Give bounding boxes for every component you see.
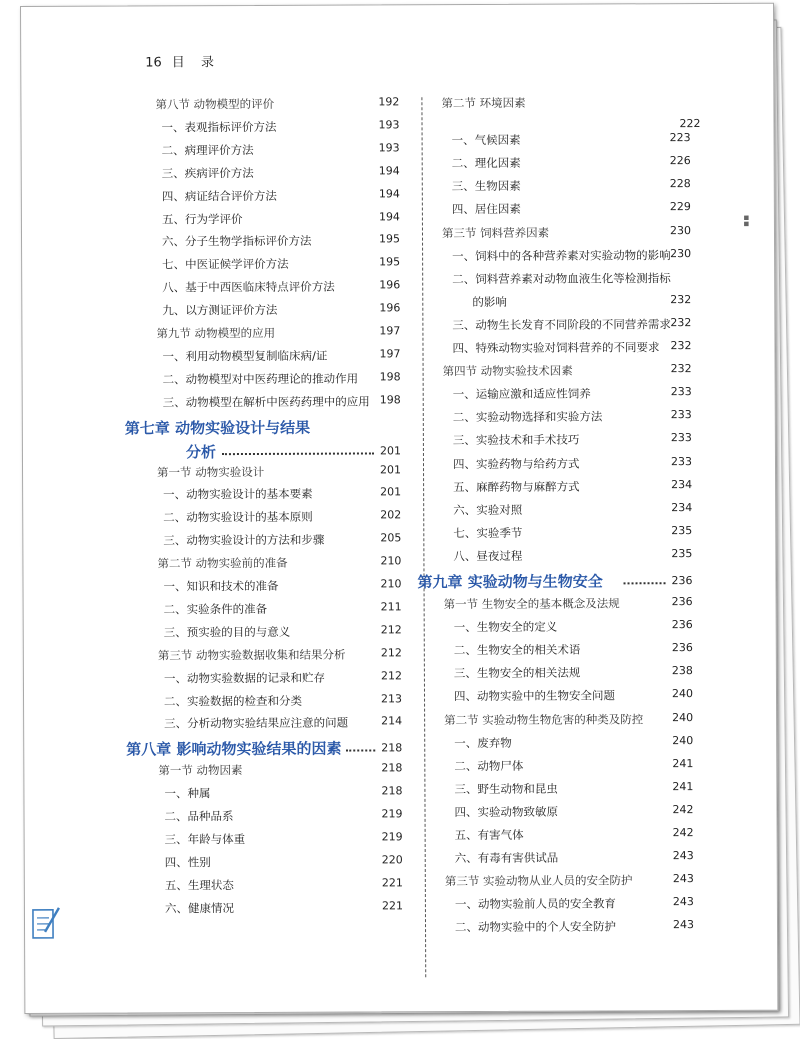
entry-title: 第四节 动物实验技术因素 [443, 363, 573, 380]
entry-title: 六、分子生物学指标评价方法 [162, 233, 312, 250]
page-number: 232 [671, 362, 692, 375]
entry-title: 第二节 环境因素 [441, 95, 525, 111]
entry-title: 四、特殊动物实验对饲料营养的不同要求 [452, 339, 659, 356]
entry-title: 四、动物实验中的生物安全问题 [454, 688, 615, 705]
page-number: 234 [671, 501, 692, 514]
page-number: 226 [670, 154, 691, 167]
page-number: 241 [672, 780, 693, 793]
entry-title: 二、实验数据的检查和分类 [164, 692, 302, 709]
entry-title: 一、种属 [164, 785, 210, 801]
entry-title: 一、运输应激和适应性饲养 [453, 386, 591, 403]
left-column [21, 4, 773, 7]
page-number: 219 [382, 830, 403, 843]
page-number: 194 [379, 210, 400, 223]
page-number: 243 [673, 918, 694, 931]
entry-title: 八、昼夜过程 [453, 548, 522, 564]
page-number: 193 [379, 141, 400, 154]
entry-title: 一、利用动物模型复制临床病/证 [162, 348, 327, 365]
page-number: 219 [382, 807, 403, 820]
page-number: 230 [670, 224, 691, 237]
entry-title: 第八节 动物模型的评价 [155, 96, 274, 113]
page-number: 197 [379, 347, 400, 360]
page-number: 242 [672, 803, 693, 816]
entry-title: 九、以方测证评价方法 [162, 302, 277, 319]
entry-title: 四、实验动物致敏原 [454, 804, 558, 820]
page-number: 234 [671, 478, 692, 491]
page-number: 214 [381, 715, 402, 728]
entry-title: 二、动物实验中的个人安全防护 [455, 919, 616, 936]
entry-title: 的影响 [472, 294, 507, 310]
entry-title: 三、生物安全的相关法规 [454, 665, 581, 682]
entry-title: 第三节 实验动物从业人员的安全防护 [445, 873, 633, 890]
entry-title: 三、生物因素 [452, 178, 521, 194]
page-number: 235 [671, 547, 692, 560]
entry-title: 一、生物安全的定义 [454, 619, 558, 635]
page-number: 240 [672, 687, 693, 700]
entry-title: 一、动物实验前人员的安全教育 [455, 896, 616, 913]
entry-title: 三、实验技术和手术技巧 [453, 432, 580, 449]
entry-title: 五、有害气体 [455, 827, 524, 843]
page-number: 212 [381, 669, 402, 682]
page-number: 240 [672, 734, 693, 747]
entry-title: 八、基于中西医临床特点评价方法 [162, 279, 335, 296]
page-number: 220 [382, 853, 403, 866]
entry-title: 一、废弃物 [454, 734, 512, 750]
page-number: 218 [381, 785, 402, 798]
entry-title: 四、性别 [165, 854, 211, 870]
page-number: 230 [670, 247, 691, 260]
page-number: 195 [379, 256, 400, 269]
entry-title: 二、品种品系 [165, 808, 234, 824]
entry-title: 第一节 动物实验设计 [157, 463, 264, 479]
entry-title: 一、动物实验数据的记录和贮存 [164, 669, 325, 686]
page-number: 196 [379, 301, 400, 314]
entry-title: 第九章 实验动物与生物安全 [417, 570, 602, 592]
page-number: 194 [379, 164, 400, 177]
entry-title: 七、实验季节 [453, 525, 522, 541]
entry-title: 第三节 饲料营养因素 [442, 224, 549, 240]
notebook-pen-icon [31, 902, 61, 942]
entry-title: 六、有毒有害供试品 [455, 850, 559, 866]
entry-title: 二、饲料营养素对动物血液生化等检测指标 [452, 270, 671, 287]
page-header [145, 51, 220, 70]
page-number: 243 [673, 872, 694, 885]
entry-title: 二、病理评价方法 [162, 142, 254, 158]
toc-page [20, 3, 778, 1014]
page-number: 212 [381, 623, 402, 636]
entry-title: 六、健康情况 [165, 900, 234, 916]
side-mark-icon: ▪▪ [741, 215, 751, 227]
entry-title: 五、麻醉药物与麻醉方式 [453, 478, 580, 495]
page-number: 210 [380, 577, 401, 590]
entry-title: 二、实验条件的准备 [164, 601, 268, 617]
entry-title: 第一节 动物因素 [158, 762, 242, 778]
entry-title: 四、病证结合评价方法 [162, 187, 277, 204]
entry-title: 一、饲料中的各种营养素对实验动物的影响 [452, 247, 671, 264]
entry-title: 五、行为学评价 [162, 211, 243, 227]
entry-title: 六、实验对照 [453, 502, 522, 518]
entry-title: 二、生物安全的相关术语 [454, 642, 581, 659]
page-number: 16 [145, 55, 162, 70]
entry-title: 一、知识和技术的准备 [163, 578, 278, 595]
entry-title: 一、表观指标评价方法 [161, 119, 276, 136]
page-number: 238 [672, 664, 693, 677]
page-number: 193 [378, 118, 399, 131]
page-number: 192 [378, 95, 399, 108]
page-number: 228 [670, 177, 691, 190]
entry-title: 二、动物实验设计的基本原则 [163, 509, 313, 526]
page-number: 242 [673, 826, 694, 839]
entry-title: 第二节 实验动物生物危害的种类及防控 [444, 711, 643, 728]
page-number: 233 [671, 408, 692, 421]
page-number: 229 [670, 200, 691, 213]
entry-title: 四、实验药物与给药方式 [453, 455, 580, 472]
page-number: 221 [382, 899, 403, 912]
entry-title: 第三节 动物实验数据收集和结果分析 [158, 646, 346, 663]
page-number: 221 [382, 876, 403, 889]
page-number: 197 [379, 324, 400, 337]
entry-title: 三、野生动物和昆虫 [454, 780, 558, 796]
page-title: 目 录 [172, 55, 220, 70]
entry-title: 四、居住因素 [452, 201, 521, 217]
page-number: 222 [679, 117, 700, 130]
entry-title: 二、动物模型对中医药理论的推动作用 [163, 370, 359, 387]
page-number: 233 [671, 431, 692, 444]
leader-dots [222, 452, 374, 455]
page-number: 243 [673, 895, 694, 908]
page-number: 213 [381, 692, 402, 705]
page-number: 232 [670, 293, 691, 306]
page-number: 201 [380, 444, 401, 457]
entry-title: 一、动物实验设计的基本要素 [163, 486, 313, 503]
entry-title: 第七章 动物实验设计与结果 [125, 416, 310, 438]
page-number: 241 [672, 757, 693, 770]
page-number: 218 [381, 762, 402, 775]
entry-title: 三、分析动物实验结果应注意的问题 [164, 715, 348, 732]
entry-title: 七、中医证候学评价方法 [162, 256, 289, 273]
page-number: 223 [670, 131, 691, 144]
leader-dots [624, 582, 666, 584]
page-number: 201 [380, 463, 401, 476]
entry-title: 第八章 影响动物实验结果的因素 [126, 738, 341, 760]
page-number: 243 [673, 849, 694, 862]
entry-title: 三、年龄与体重 [165, 831, 246, 847]
page-number: 232 [670, 339, 691, 352]
page-number: 240 [672, 711, 693, 724]
page-number: 236 [672, 618, 693, 631]
page-number: 236 [671, 574, 692, 587]
page-number: 201 [380, 486, 401, 499]
page-number: 202 [380, 509, 401, 522]
entry-title: 三、动物模型在解析中医药药理中的应用 [163, 393, 370, 410]
right-column [21, 4, 773, 7]
entry-title: 二、理化因素 [452, 155, 521, 171]
page-number: 205 [380, 532, 401, 545]
entry-title: 三、动物生长发育不同阶段的不同营养需求 [452, 316, 671, 333]
page-number: 198 [380, 370, 401, 383]
entry-title: 五、生理状态 [165, 877, 234, 893]
page-number: 233 [671, 385, 692, 398]
entry-title: 三、预实验的目的与意义 [164, 624, 291, 641]
page-number: 195 [379, 233, 400, 246]
page-number: 236 [672, 595, 693, 608]
entry-title: 第九节 动物模型的应用 [156, 325, 275, 342]
page-number: 198 [380, 393, 401, 406]
column-divider [421, 97, 426, 977]
leader-dots [346, 750, 375, 752]
entry-title: 第二节 动物实验前的准备 [157, 555, 287, 572]
page-number: 235 [671, 524, 692, 537]
entry-title: 三、疾病评价方法 [162, 165, 254, 181]
page-number: 218 [381, 742, 402, 755]
entry-title: 一、气候因素 [452, 132, 521, 148]
entry-title: 二、实验动物选择和实验方法 [453, 409, 603, 426]
page-number: 194 [379, 187, 400, 200]
page-number: 233 [671, 455, 692, 468]
page-number: 236 [672, 641, 693, 654]
entry-title: 二、动物尸体 [454, 757, 523, 773]
entry-title: 第一节 生物安全的基本概念及法规 [444, 595, 620, 612]
page-number: 211 [381, 600, 402, 613]
page-number: 212 [381, 646, 402, 659]
entry-title: 分析 [186, 441, 216, 462]
entry-title: 三、动物实验设计的方法和步骤 [163, 532, 324, 549]
page-number: 196 [379, 279, 400, 292]
page-number: 232 [670, 316, 691, 329]
page-number: 210 [380, 554, 401, 567]
